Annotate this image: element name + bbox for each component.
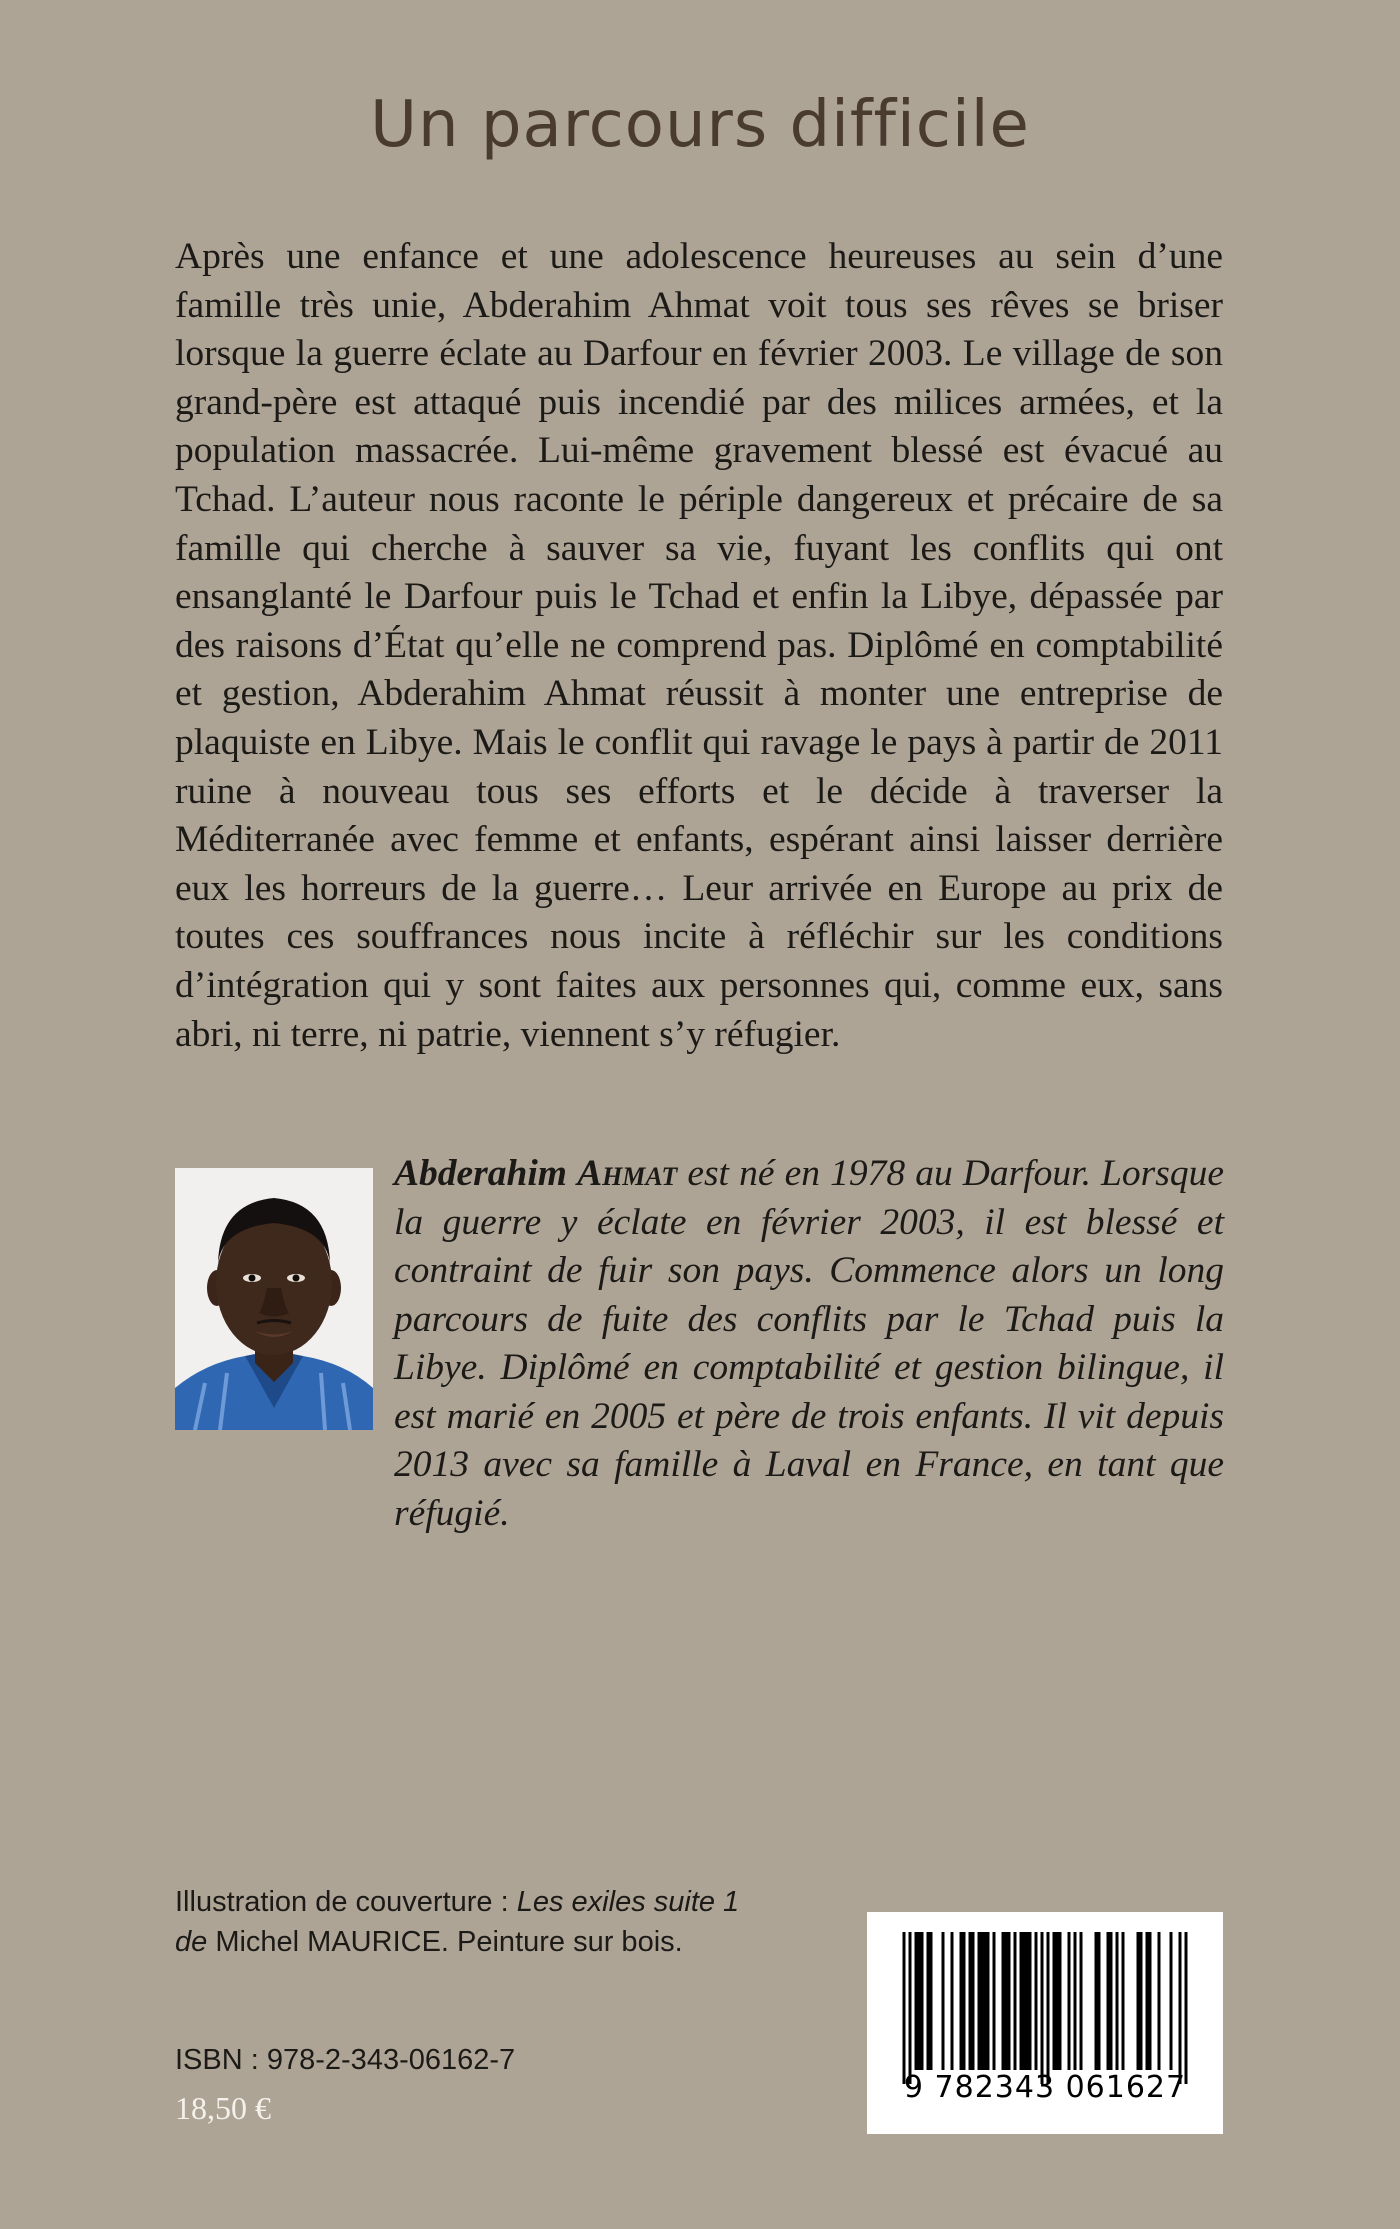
barcode-bar: [1080, 1932, 1083, 2070]
barcode-bar: [1026, 1932, 1029, 2070]
book-title: Un parcours difficile: [370, 88, 1030, 162]
barcode-bar: [1035, 1932, 1038, 2070]
barcode-bar: [978, 1932, 981, 2070]
barcode-bar: [972, 1932, 975, 2070]
barcode-bar: [1170, 1932, 1173, 2070]
barcode-bar: [1116, 1932, 1119, 2070]
barcode-bar: [1029, 1932, 1032, 2070]
author-first-name: Abderahim: [394, 1153, 567, 1194]
author-photo: [175, 1168, 373, 1430]
barcode-bar: [1107, 1932, 1110, 2070]
barcode-bar: [1047, 1932, 1050, 2084]
barcode-bar: [1158, 1932, 1161, 2070]
cover-illustration-credit: [175, 1882, 795, 1962]
barcode-bar: [987, 1932, 990, 2070]
barcode-bar: [918, 1932, 921, 2070]
credit-de: de: [175, 1926, 208, 1958]
barcode-bar: [1008, 1932, 1011, 2070]
author-bio: [394, 1150, 1224, 1538]
barcode-bar: [1149, 1932, 1152, 2070]
barcode-bar: [930, 1932, 933, 2070]
barcode: [867, 1912, 1223, 2134]
barcode-bar: [942, 1932, 945, 2070]
barcode-digits: 9 782343 061627: [903, 2070, 1187, 2105]
barcode-bar: [921, 1932, 924, 2070]
barcode-bar: [963, 1932, 966, 2070]
barcode-bar: [1020, 1932, 1023, 2070]
price: 18,50 €: [175, 2090, 271, 2126]
barcode-bar: [915, 1932, 918, 2070]
barcode-bar: [1122, 1932, 1125, 2070]
barcode-bar: [1059, 1932, 1062, 2070]
barcode-bar: [984, 1932, 987, 2070]
barcode-bar: [1014, 1932, 1017, 2070]
book-summary: Après une enfance et une adolescence heureuses au sein d’une famille très unie, Abderahim Ahmat voit tous ses rêves se briser lorsque la guerre éclate au Darfour en février 2003. Le village de son grand-père est attaqué puis incendié par des milices armées, et la population massacrée. Lui-même gravement blessé est évacué au Tchad. L’auteur nous raconte le périple dangereux et précaire de sa famille qui cherche à sauver sa vie, fuyant les conflits qui ont ensanglanté le Darfour puis le Tchad et enfin la Libye, dépassée par des raisons d’État qu’elle ne comprend pas. Diplômé en comptabilité et gestion, Abderahim Ahmat réussit à monter une entreprise de plaquiste en Libye. Mais le conflit qui ravage le pays à partir de 2011 ruine à nouveau tous ses efforts et le décide à traverser la Méditerranée avec femme et enfants, espérant ainsi laisser derrière eux les horreurs de la guerre… Leur arrivée en Europe au prix de toutes ces souffrances nous incite à réfléchir sur les conditions d’intégration qui y sont faites aux personnes qui, comme eux, sans abri, ni terre, ni patrie, viennent s’y réfugier.: [175, 236, 1223, 1055]
barcode-bar: [1146, 1932, 1149, 2070]
barcode-bar: [1068, 1932, 1071, 2070]
barcode-bar: [1140, 1932, 1143, 2070]
barcode-bar: [1098, 1932, 1101, 2070]
barcode-bar: [969, 1932, 972, 2070]
barcode-bar: [1056, 1932, 1059, 2070]
barcode-bar: [1002, 1932, 1005, 2070]
credit-prefix: Illustration de couverture :: [175, 1886, 517, 1918]
barcode-bar: [927, 1932, 930, 2070]
barcode-bar: [1179, 1932, 1182, 2084]
credit-work-title: Les exiles suite 1: [516, 1886, 740, 1918]
barcode-bar: [1137, 1932, 1140, 2070]
barcode-bar: [1185, 1932, 1188, 2084]
barcode-bar: [909, 1932, 912, 2084]
credit-artist: Michel MAURICE. Peinture sur bois.: [207, 1926, 683, 1958]
barcode-bar: [1095, 1932, 1098, 2070]
isbn: ISBN : 978-2-343-06162-7: [175, 2044, 516, 2076]
barcode-bar: [1110, 1932, 1113, 2070]
barcode-bar: [1023, 1932, 1026, 2070]
barcode-bar: [993, 1932, 996, 2070]
barcode-bar: [1005, 1932, 1008, 2070]
author-last-name: Ahmat: [577, 1153, 678, 1194]
barcode-bar: [960, 1932, 963, 2070]
author-bio-text: est né en 1978 au Darfour. Lorsque la guerre y éclate en février 2003, il est blessé et contraint de fuir son pays. Commence alors un long parcours de fuite des conflits par le Tchad puis la Libye. Diplômé en comptabilité et gestion bilingue, il est marié en 2005 et père de trois enfants. Il vit depuis 2013 avec sa famille à Laval en France, en tant que réfugié.: [394, 1153, 1224, 1534]
barcode-bar: [903, 1932, 906, 2084]
barcode-bar: [981, 1932, 984, 2070]
barcode-bar: [1053, 1932, 1056, 2070]
barcode-bar: [951, 1932, 954, 2070]
barcode-bar: [1074, 1932, 1077, 2070]
barcode-bar: [1041, 1932, 1044, 2084]
